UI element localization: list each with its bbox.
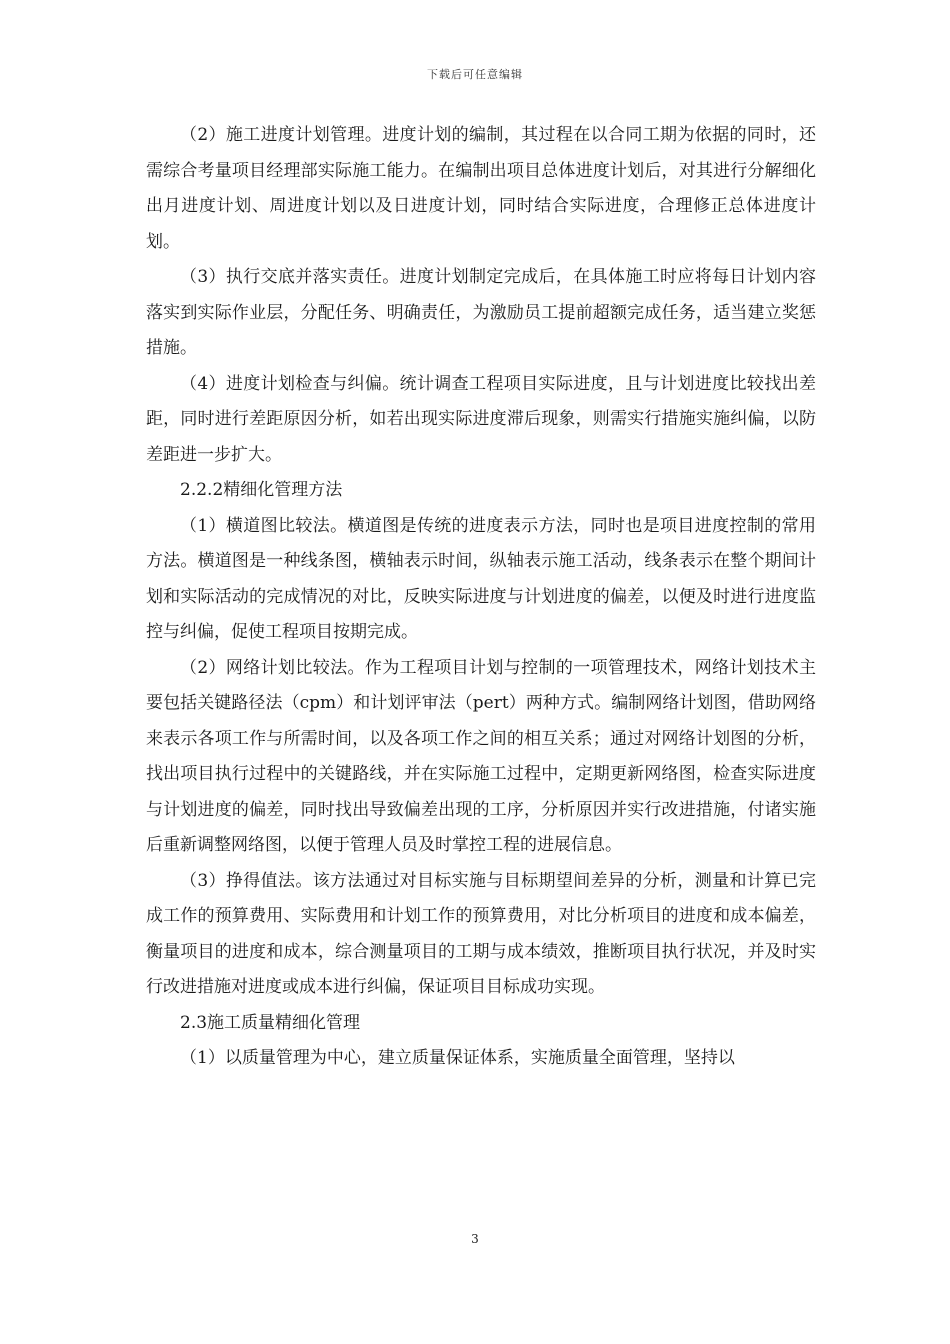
page-number: 3 — [471, 1232, 479, 1246]
paragraph-earned-value: （3）挣得值法。该方法通过对目标实施与目标期望间差异的分析，测量和计算已完成工作的预算费用、实际费用和计划工作的预算费用，对比分析项目的进度和成本偏差，衡量项目的进度和成本，综合测量项目的工期与成本绩效，推断项目执行状况，并及时实行改进措施对进度或成本进行纠偏，保证项目目标成功实现。 — [146, 870, 816, 997]
section-heading-2-3: 2.3施工质量精细化管理 — [180, 1012, 361, 1033]
paragraph-network-method: （2）网络计划比较法。作为工程项目计划与控制的一项管理技术，网络计划技术主要包括关键路径法（cpm）和计划评审法（pert）两种方式。编制网络计划图，借助网络来表示各项工作与所需时间，以及各项工作之间的相互关系；通过对网络计划图的分析，找出项目执行过程中的关键路线，并在实际施工过程中，定期更新网络图，检查实际进度与计划进度的偏差，同时找出导致偏差出现的工序，分析原因并实行改进措施，付诸实施后重新调整网络图，以便于管理人员及时掌控工程的进展信息。 — [146, 657, 816, 855]
page-header: 下载后可任意编辑 — [427, 68, 523, 81]
paragraph-gantt-method: （1）横道图比较法。横道图是传统的进度表示方法，同时也是项目进度控制的常用方法。横道图是一种线条图，横轴表示时间，纵轴表示施工活动，线条表示在整个期间计划和实际活动的完成情况的对比，反映实际进度与计划进度的偏差，以便及时进行进度监控与纠偏，促使工程项目按期完成。 — [146, 515, 816, 642]
paragraph-quality-management: （1）以质量管理为中心，建立质量保证体系，实施质量全面管理，坚持以 — [180, 1048, 735, 1068]
paragraph-schedule-check: （4）进度计划检查与纠偏。统计调查工程项目实际进度，且与计划进度比较找出差距，同时进行差距原因分析，如若出现实际进度滞后现象，则需实行措施实施纠偏，以防差距进一步扩大。 — [146, 373, 816, 465]
paragraph-schedule-management: （2）施工进度计划管理。进度计划的编制，其过程在以合同工期为依据的同时，还需综合考量项目经理部实际施工能力。在编制出项目总体进度计划后，对其进行分解细化出月进度计划、周进度计划以及日进度计划，同时结合实际进度，合理修正总体进度计划。 — [146, 125, 816, 252]
section-heading-2-2-2: 2.2.2精细化管理方法 — [180, 480, 343, 500]
document-body — [146, 118, 816, 1077]
paragraph-responsibility: （3）执行交底并落实责任。进度计划制定完成后，在具体施工时应将每日计划内容落实到实际作业层，分配任务、明确责任，为激励员工提前超额完成任务，适当建立奖惩措施。 — [146, 267, 816, 358]
